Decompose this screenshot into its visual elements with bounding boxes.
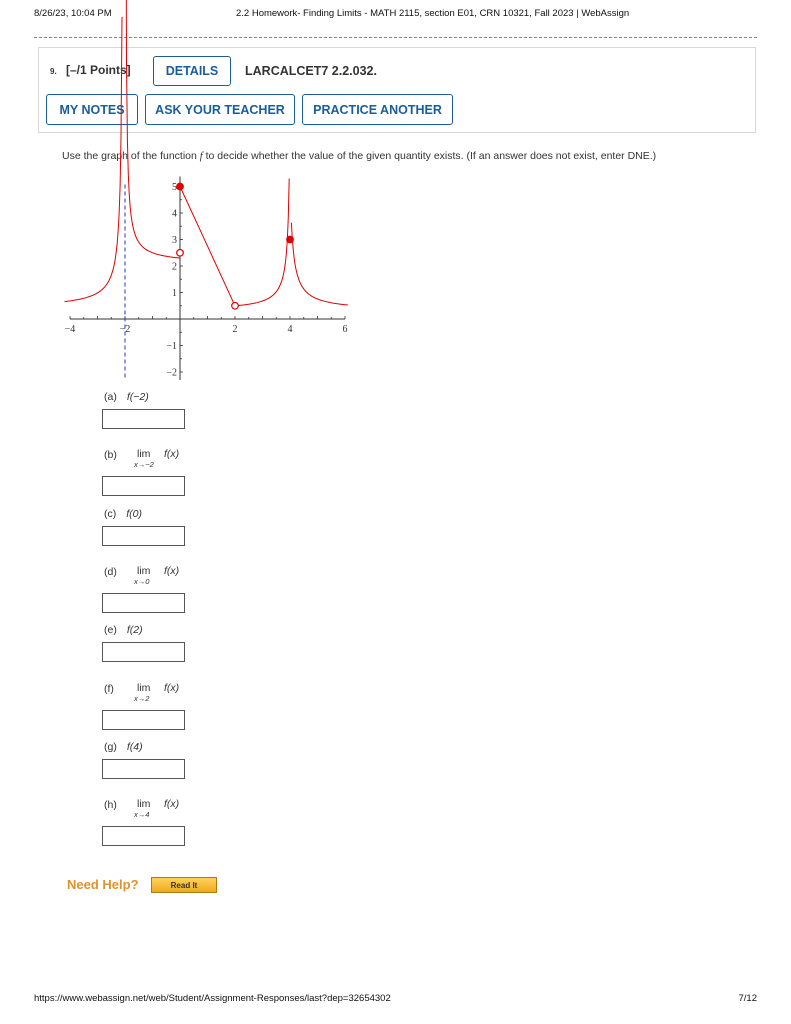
question-instruction: Use the graph of the function f to decide whether the value of the given quantity exists. (If an answer does not exist, enter DNE.) bbox=[62, 150, 657, 162]
limit-symbol: lim bbox=[137, 798, 151, 811]
answer-input[interactable] bbox=[102, 409, 185, 429]
x-tick-label: 6 bbox=[342, 324, 348, 335]
answer-input[interactable] bbox=[102, 593, 185, 613]
part-letter: (g) bbox=[104, 740, 117, 753]
part-letter: (c) bbox=[104, 507, 117, 520]
practice-another-button[interactable]: PRACTICE ANOTHER bbox=[302, 94, 453, 125]
part-label bbox=[104, 508, 142, 520]
curve-left-branch bbox=[65, 17, 123, 302]
answer-input[interactable] bbox=[102, 476, 185, 496]
need-help-label: Need Help? bbox=[67, 877, 139, 892]
my-notes-button[interactable]: MY NOTES bbox=[46, 94, 138, 125]
part-letter: (f) bbox=[104, 682, 114, 695]
limit-function: f(x) bbox=[164, 798, 180, 811]
part-expression: f(4) bbox=[126, 740, 143, 753]
graph-points bbox=[177, 183, 294, 309]
closed-point bbox=[177, 183, 184, 190]
y-tick-label: −2 bbox=[166, 367, 177, 379]
part-letter: (b) bbox=[104, 449, 117, 462]
y-tick-label: 5 bbox=[172, 182, 177, 193]
answer-input[interactable] bbox=[102, 710, 185, 730]
details-button[interactable]: DETAILS bbox=[153, 56, 231, 86]
limit-symbol: lim bbox=[137, 681, 151, 694]
x-tick-label: −4 bbox=[64, 324, 76, 335]
part-expression: f(−2) bbox=[126, 391, 149, 403]
x-tick-label: 4 bbox=[287, 324, 293, 335]
x-tick-label: −2 bbox=[119, 324, 131, 335]
y-tick-label: 3 bbox=[172, 235, 177, 246]
curve-right-rising bbox=[235, 179, 289, 306]
footer-page-number: 7/12 bbox=[738, 993, 757, 1004]
part-letter: (a) bbox=[104, 391, 117, 403]
part-label bbox=[104, 391, 149, 403]
curve-right-falling bbox=[291, 223, 347, 305]
part-letter: (e) bbox=[104, 624, 117, 637]
x-tick-label: 2 bbox=[232, 324, 238, 335]
question-number: 9. bbox=[50, 67, 57, 76]
answer-input[interactable] bbox=[102, 826, 185, 846]
closed-point bbox=[287, 236, 294, 243]
part-letter: (d) bbox=[104, 565, 117, 578]
part-label bbox=[104, 449, 117, 461]
part-label bbox=[104, 741, 143, 753]
limit-approach: x→−2 bbox=[134, 460, 154, 470]
limit-approach: x→4 bbox=[134, 810, 150, 820]
limit-symbol: lim bbox=[137, 564, 151, 577]
ask-your-teacher-button[interactable]: ASK YOUR TEACHER bbox=[145, 94, 295, 125]
part-label bbox=[104, 799, 117, 811]
part-label bbox=[104, 683, 114, 695]
answer-input[interactable] bbox=[102, 526, 185, 546]
header-title: 2.2 Homework- Finding Limits - MATH 2115, section E01, CRN 10321, Fall 2023 | WebAssign bbox=[236, 8, 630, 19]
read-it-button[interactable]: Read It bbox=[151, 877, 217, 893]
question-code: LARCALCET7 2.2.032. bbox=[245, 64, 377, 78]
question-points: [–/1 Points] bbox=[66, 63, 131, 77]
limit-approach: x→2 bbox=[134, 693, 150, 703]
graph-axes bbox=[65, 177, 348, 381]
answer-input[interactable] bbox=[102, 759, 185, 779]
part-expression: f(2) bbox=[126, 624, 143, 637]
curve-line-segment bbox=[180, 187, 235, 306]
y-tick-label: 1 bbox=[172, 288, 177, 299]
limit-function: f(x) bbox=[164, 448, 180, 461]
part-expression: f(0) bbox=[126, 507, 142, 520]
limit-symbol: lim bbox=[137, 448, 151, 461]
part-label bbox=[104, 566, 117, 578]
limit-function: f(x) bbox=[164, 681, 180, 694]
y-tick-label: 4 bbox=[172, 208, 177, 220]
y-tick-label: −1 bbox=[166, 341, 177, 352]
header-date: 8/26/23, 10:04 PM bbox=[34, 8, 112, 19]
footer-url: https://www.webassign.net/web/Student/Assignment-Responses/last?dep=32654302 bbox=[34, 993, 391, 1004]
graph-curves bbox=[65, 0, 348, 306]
part-letter: (h) bbox=[104, 799, 117, 812]
open-point bbox=[232, 302, 239, 309]
open-point bbox=[177, 249, 184, 256]
answer-input[interactable] bbox=[102, 642, 185, 662]
y-tick-label: 2 bbox=[172, 261, 177, 273]
limit-approach: x→0 bbox=[134, 576, 150, 586]
part-label bbox=[104, 624, 143, 636]
limit-function: f(x) bbox=[164, 564, 180, 577]
